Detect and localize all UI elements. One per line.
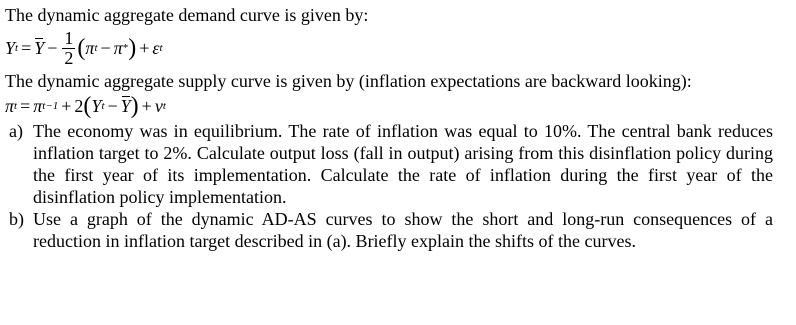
as-close-paren: ) [130,93,139,119]
question-list [5,120,791,252]
ad-plus: + [139,38,150,58]
ad-frac-den: 2 [64,47,74,68]
as-ybar: Y [120,96,131,116]
ad-equation: Y t = Y − $\frac{1}{2}$ ( π t − π * ) + ε t [5,27,163,68]
ad-eps: ε [152,38,160,58]
as-pi-lag: π [33,96,43,116]
as-lhs-var: π [5,96,15,116]
question-text: Use a graph of the dynamic AD-AS curves to show the short and long-run consequences of a reduction in inflation target described in (a). Briefly explain the shifts of the curves. [33,209,773,251]
as-intro-text: The dynamic aggregate supply curve is given by (inflation expectations are backward looking): [5,71,692,91]
ad-fraction [62,29,75,68]
document [5,4,791,252]
ad-close-paren: ) [128,35,137,61]
as-coef: 2 [74,96,84,116]
as-y: Y [91,96,102,116]
question-label: b) [9,209,24,229]
ad-pi-star: π [113,38,123,58]
ad-frac-num: 1 [64,27,74,48]
as-minus: − [107,96,118,116]
as-plus2: + [141,96,152,116]
ad-open-paren: ( [77,35,86,61]
ad-pi: π [85,38,95,58]
ad-minus: − [47,38,58,58]
ad-equals: = [21,38,32,58]
as-nu: ν [154,96,163,116]
question-item-a [5,120,791,208]
as-equation: π t = π t−1 + 2 ( Y t − Y ) + ν t [5,93,166,119]
as-open-paren: ( [83,93,92,119]
as-equals: = [20,96,31,116]
ad-ybar: Y [34,38,45,58]
question-label: a) [9,121,23,141]
ad-lhs-var: Y [5,38,16,58]
ad-intro-text: The dynamic aggregate demand curve is given by: [5,5,369,25]
question-text: The economy was in equilibrium. The rate of inflation was equal to 10%. The central bank reduces inflation target to 2%. Calculate output loss (fall in output) arising from this disinflation policy during the first year of its implementation. Calculate the rate of inflation during the first year of the disinflation policy implementation. [33,121,773,207]
as-plus: + [61,96,72,116]
ad-minus2: − [100,38,111,58]
question-item-b [5,208,791,252]
